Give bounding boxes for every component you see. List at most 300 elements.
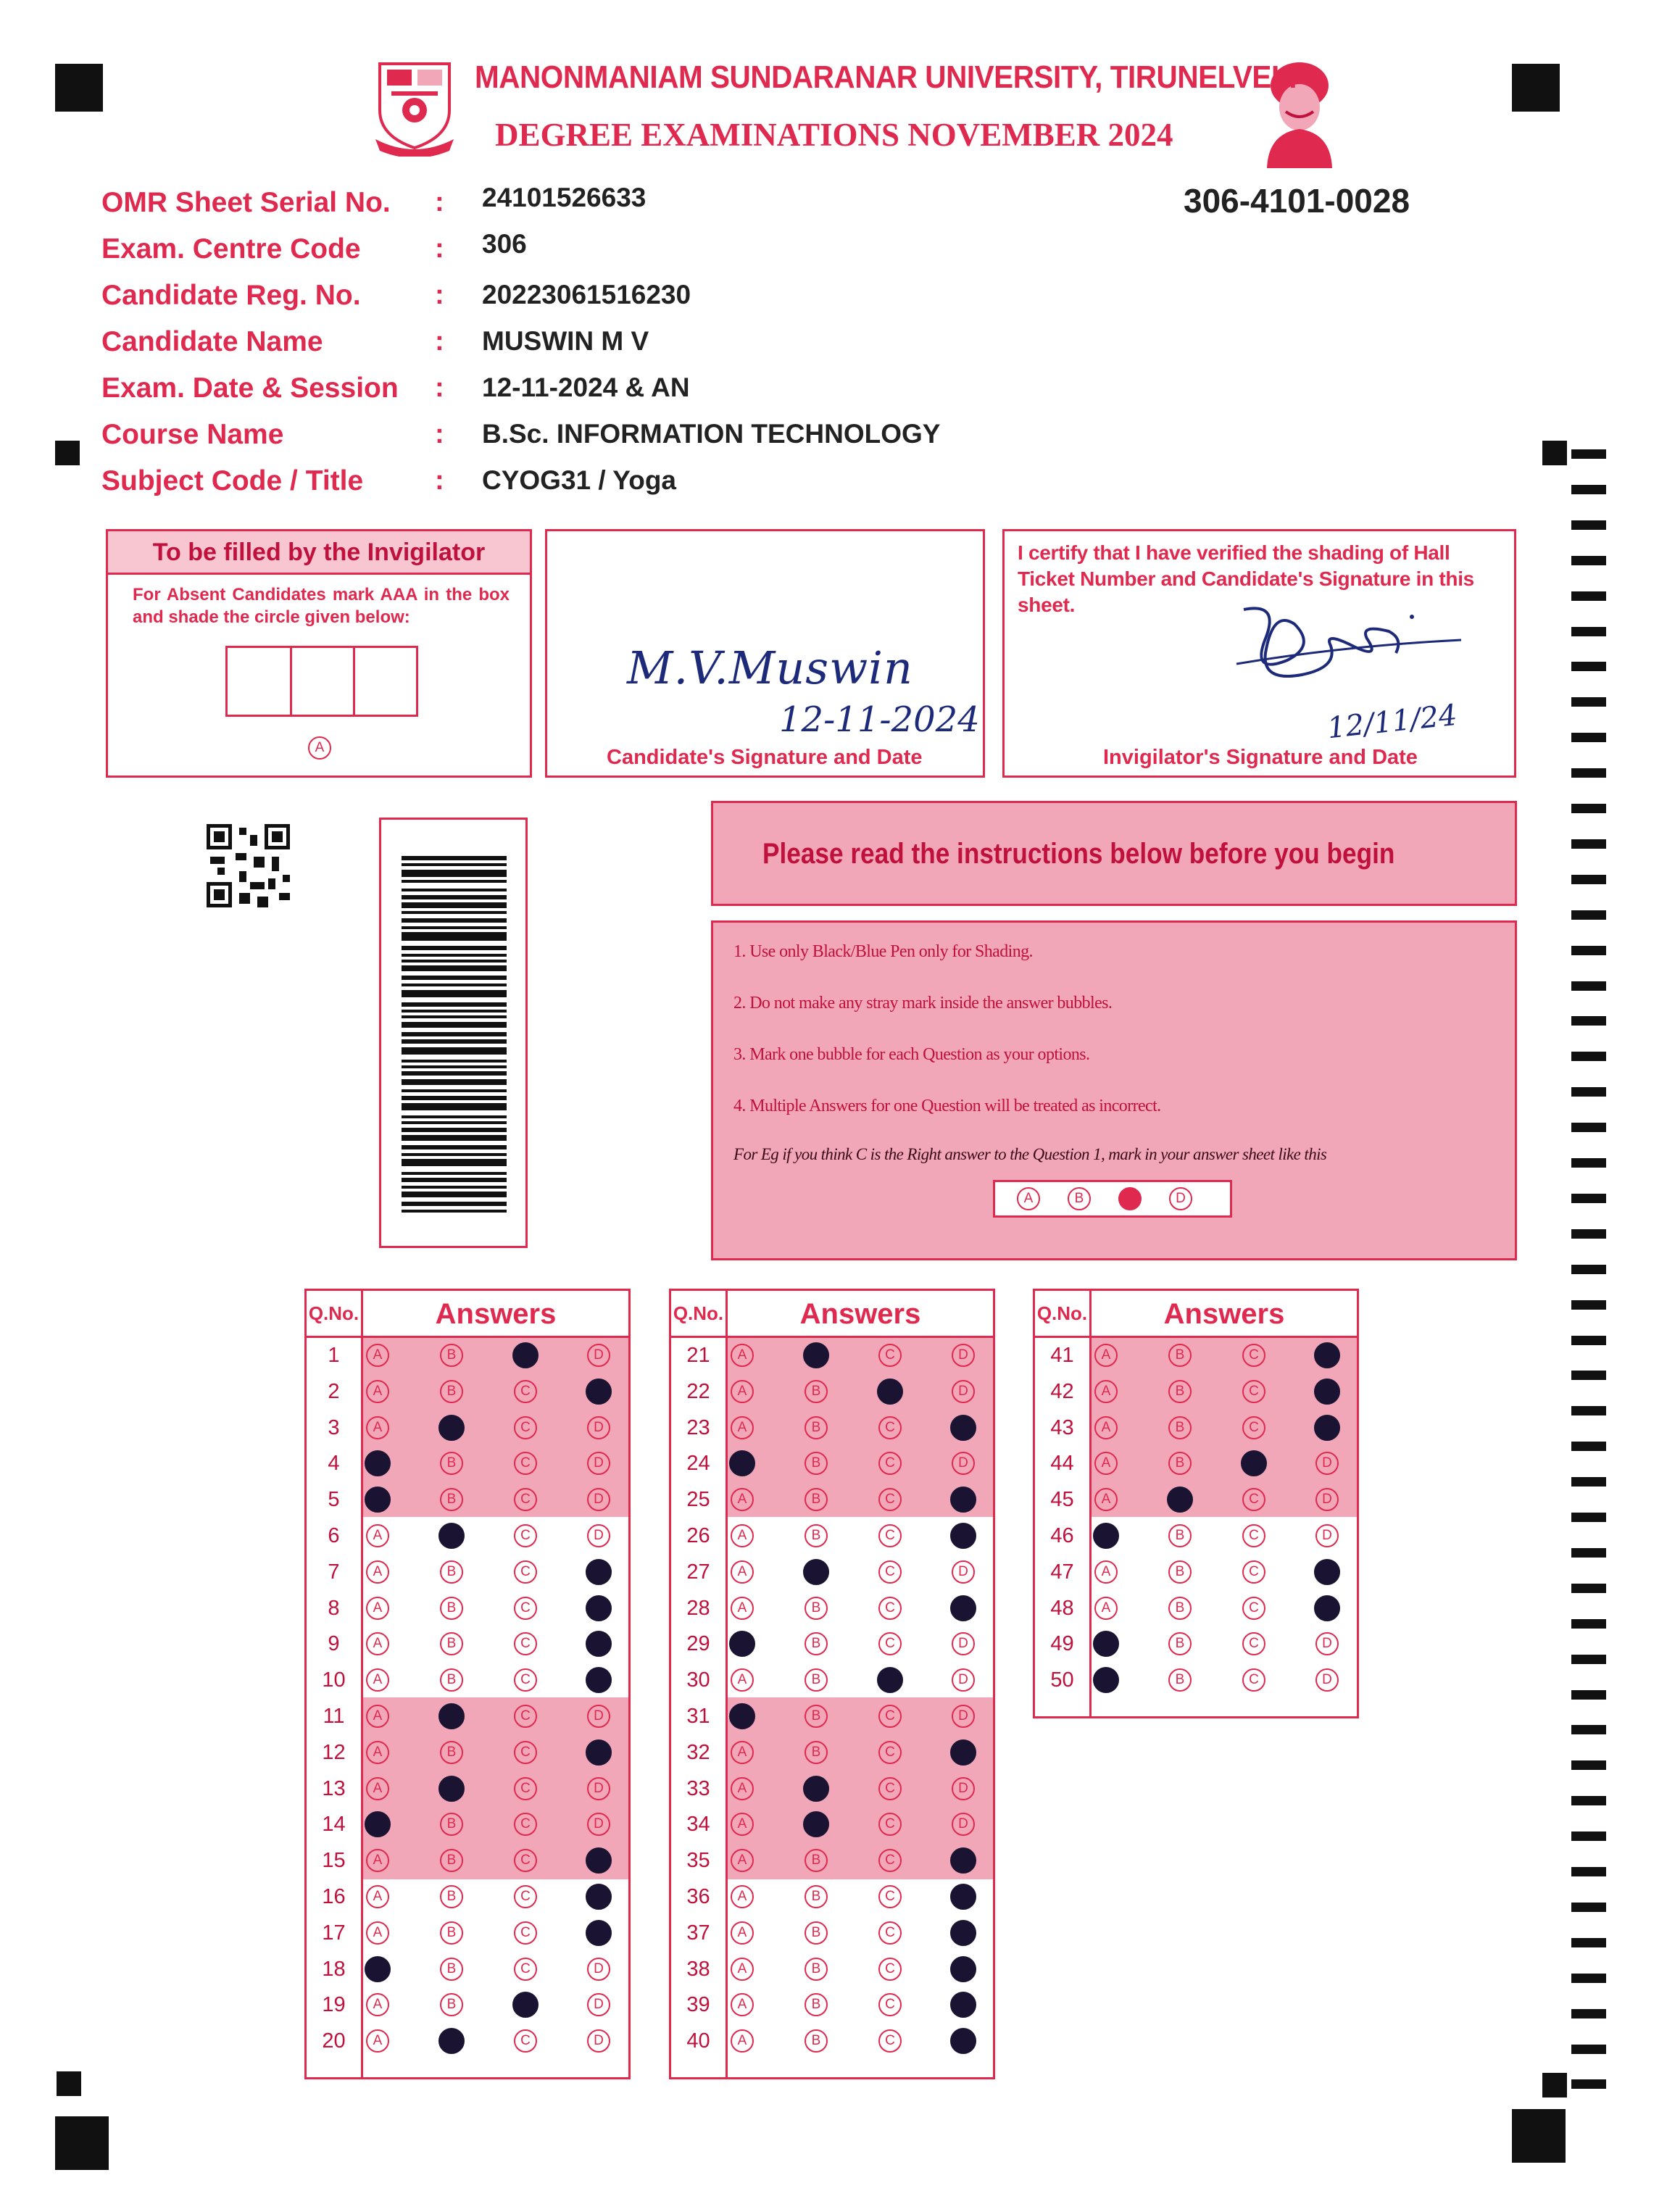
qno-header: Q.No. — [1035, 1291, 1092, 1338]
answer-bubble[interactable]: C — [878, 1885, 902, 1908]
qno-header: Q.No. — [307, 1291, 363, 1338]
answer-bubble[interactable]: D — [1315, 1668, 1339, 1692]
answer-bubble[interactable]: A — [731, 1885, 754, 1908]
answer-bubble[interactable]: B — [440, 1452, 463, 1475]
timing-mark — [1571, 946, 1606, 955]
answer-bubble[interactable]: D — [587, 1344, 610, 1367]
absent-mark-cell[interactable] — [291, 648, 355, 715]
answer-bubble[interactable]: D — [952, 1452, 975, 1475]
timing-mark — [1571, 1158, 1606, 1168]
answer-bubble[interactable]: B — [805, 1885, 828, 1908]
answer-bubble-marked[interactable] — [1314, 1379, 1340, 1405]
answer-bubble[interactable]: C — [878, 1741, 902, 1764]
barcode-bar — [402, 1153, 507, 1156]
candidate-signature-caption: Candidate's Signature and Date — [607, 746, 923, 769]
answer-bubble[interactable]: C — [1242, 1416, 1265, 1439]
answer-bubble[interactable]: C — [878, 2029, 902, 2053]
answer-bubble[interactable]: B — [805, 1488, 828, 1511]
answer-bubble[interactable]: B — [805, 2029, 828, 2053]
answer-bubble[interactable]: C — [1242, 1668, 1265, 1692]
question-number: 27 — [686, 1560, 710, 1584]
answer-bubble[interactable]: D — [952, 1777, 975, 1800]
example-bubble: D — [1169, 1187, 1192, 1210]
answer-bubble[interactable]: D — [587, 1958, 610, 1981]
answer-bubble[interactable]: C — [514, 1921, 537, 1945]
answer-bubble[interactable]: C — [514, 1416, 537, 1439]
answer-bubble[interactable]: C — [1242, 1380, 1265, 1403]
answer-bubble-marked[interactable] — [950, 1595, 976, 1621]
question-number: 32 — [686, 1740, 710, 1764]
answer-bubble[interactable]: A — [366, 1380, 389, 1403]
answer-bubble-marked[interactable] — [438, 1523, 465, 1549]
answer-bubble[interactable]: A — [1094, 1560, 1118, 1584]
info-value: MUSWIN M V — [482, 326, 649, 356]
answer-bubble[interactable]: A — [366, 1632, 389, 1655]
question-number: 49 — [1050, 1632, 1074, 1656]
answer-bubble[interactable]: C — [1242, 1560, 1265, 1584]
answer-bubble[interactable]: C — [514, 1488, 537, 1511]
answer-bubble-marked[interactable] — [1167, 1487, 1193, 1513]
answer-bubble[interactable]: A — [731, 1560, 754, 1584]
answer-bubble[interactable]: A — [366, 2029, 389, 2053]
question-number: 41 — [1050, 1344, 1074, 1367]
timing-mark — [1571, 2045, 1606, 2054]
answer-bubble[interactable]: A — [1094, 1597, 1118, 1620]
answer-bubble[interactable]: A — [366, 1560, 389, 1584]
answer-bubble[interactable]: B — [1168, 1632, 1192, 1655]
info-label: Course Name — [101, 419, 284, 450]
answer-bubble[interactable]: B — [440, 1849, 463, 1872]
answer-bubble[interactable]: B — [440, 1921, 463, 1945]
answer-bubble-marked[interactable] — [512, 1342, 539, 1368]
answer-bubble[interactable]: B — [440, 1380, 463, 1403]
question-number: 25 — [686, 1488, 710, 1512]
answer-bubble[interactable]: C — [878, 1849, 902, 1872]
timing-mark — [1571, 1974, 1606, 1983]
invigilator-box-title: To be filled by the Invigilator — [152, 539, 486, 566]
question-number: 43 — [1050, 1415, 1074, 1439]
answer-bubble[interactable]: A — [731, 1777, 754, 1800]
timing-mark — [1571, 839, 1606, 849]
question-number: 48 — [1050, 1596, 1074, 1620]
answer-bubble[interactable]: B — [805, 1705, 828, 1728]
answer-bubble[interactable]: C — [1242, 1524, 1265, 1547]
answer-bubble[interactable]: D — [587, 1705, 610, 1728]
answer-bubble-marked[interactable] — [586, 1739, 612, 1766]
answer-bubble[interactable]: C — [514, 1705, 537, 1728]
question-number: 26 — [686, 1524, 710, 1547]
info-value: 20223061516230 — [482, 280, 691, 309]
registration-mark-bottom-right — [1512, 2109, 1566, 2163]
answer-bubble[interactable]: C — [514, 1560, 537, 1584]
barcode-bar — [402, 870, 507, 877]
answer-bubble[interactable]: C — [514, 1632, 537, 1655]
answer-bubble[interactable]: C — [514, 1597, 537, 1620]
answer-bubble[interactable]: C — [514, 1777, 537, 1800]
answer-bubble[interactable]: A — [1094, 1452, 1118, 1475]
answer-bubble[interactable]: B — [805, 1597, 828, 1620]
answer-bubble[interactable]: B — [805, 1741, 828, 1764]
answer-bubble[interactable]: A — [731, 1993, 754, 2016]
answer-bubble[interactable]: A — [731, 2029, 754, 2053]
barcode-bar — [402, 1039, 507, 1044]
answer-bubble[interactable]: C — [878, 1993, 902, 2016]
answer-bubble[interactable]: B — [1168, 1344, 1192, 1367]
answer-bubble[interactable]: D — [952, 1344, 975, 1367]
absent-mark-cell[interactable] — [228, 648, 292, 715]
answer-bubble[interactable]: A — [731, 1958, 754, 1981]
answer-bubble[interactable]: C — [1242, 1597, 1265, 1620]
question-number: 35 — [686, 1849, 710, 1873]
answers-header: Answers — [1163, 1298, 1285, 1330]
answer-bubble-marked[interactable] — [586, 1559, 612, 1585]
answer-bubble-marked[interactable] — [586, 1667, 612, 1693]
question-number: 19 — [322, 1993, 346, 2017]
timing-mark — [1571, 485, 1606, 494]
answer-bubble-marked[interactable] — [365, 1956, 391, 1982]
answer-bubble[interactable]: D — [952, 1632, 975, 1655]
answer-bubble[interactable]: C — [878, 1488, 902, 1511]
answer-bubble[interactable]: A — [731, 1668, 754, 1692]
barcode-bar — [402, 954, 507, 957]
answer-bubble[interactable]: C — [514, 1885, 537, 1908]
answers-header: Answers — [435, 1298, 557, 1330]
registration-mark-top-left — [55, 64, 103, 112]
barcode-bar — [402, 1060, 507, 1063]
barcode-bar — [402, 1128, 507, 1132]
answer-bubble[interactable]: A — [366, 1597, 389, 1620]
info-row-date-session — [101, 373, 1044, 416]
answer-bubble-marked[interactable] — [877, 1379, 903, 1405]
answer-bubble[interactable]: A — [1094, 1488, 1118, 1511]
answer-bubble[interactable]: B — [805, 1993, 828, 2016]
answer-bubble[interactable]: A — [731, 1416, 754, 1439]
answer-bubble[interactable]: D — [1315, 1488, 1339, 1511]
answer-bubble[interactable]: B — [440, 1958, 463, 1981]
answer-bubble[interactable]: C — [1242, 1488, 1265, 1511]
timing-mark — [1571, 981, 1606, 991]
question-number: 1 — [328, 1344, 340, 1367]
answer-bubble[interactable]: A — [731, 1488, 754, 1511]
timing-mark — [1571, 662, 1606, 671]
answer-bubble-marked[interactable] — [729, 1703, 755, 1729]
info-value: 12-11-2024 & AN — [482, 373, 690, 402]
absent-bubble[interactable]: A — [308, 736, 331, 760]
answer-bubble[interactable]: A — [1094, 1380, 1118, 1403]
question-number: 17 — [322, 1921, 346, 1945]
answer-bubble[interactable]: D — [587, 1813, 610, 1836]
answer-bubble[interactable]: D — [587, 1524, 610, 1547]
invigilator-signature-date: 12/11/24 — [1326, 698, 1459, 746]
timing-mark — [1571, 1831, 1606, 1841]
answer-bubble-marked[interactable] — [438, 2028, 465, 2054]
answer-bubble[interactable]: A — [366, 1993, 389, 2016]
answer-bubble[interactable]: D — [1315, 1452, 1339, 1475]
answer-bubble-marked[interactable] — [950, 1487, 976, 1513]
instruction-example: For Eg if you think C is the Right answer to the Question 1, mark in your answer sheet like this — [733, 1145, 1327, 1163]
answer-bubble[interactable]: D — [587, 2029, 610, 2053]
answer-bubble[interactable]: C — [514, 1380, 537, 1403]
answer-bubble-marked[interactable] — [803, 1559, 829, 1585]
answer-bubble[interactable]: B — [1168, 1524, 1192, 1547]
registration-mark-bottom-left — [55, 2116, 109, 2170]
timing-mark — [1571, 804, 1606, 813]
answer-bubble-marked[interactable] — [586, 1595, 612, 1621]
barcode-bar — [402, 911, 507, 914]
answer-bubble[interactable]: A — [366, 1416, 389, 1439]
answer-bubble[interactable]: A — [731, 1741, 754, 1764]
answer-bubble[interactable]: A — [366, 1921, 389, 1945]
answer-bubble[interactable]: A — [366, 1741, 389, 1764]
answer-bubble[interactable]: B — [440, 1632, 463, 1655]
answer-bubble[interactable]: C — [878, 1416, 902, 1439]
answer-bubble-marked[interactable] — [1314, 1595, 1340, 1621]
absent-mark-boxes — [225, 646, 418, 717]
answer-bubble[interactable]: C — [1242, 1632, 1265, 1655]
answer-bubble[interactable]: B — [440, 1668, 463, 1692]
answer-bubble[interactable]: B — [440, 1993, 463, 2016]
question-number: 42 — [1050, 1379, 1074, 1403]
answer-bubble-marked[interactable] — [803, 1776, 829, 1802]
barcode-bar — [402, 1121, 507, 1124]
answer-bubble[interactable]: B — [805, 1452, 828, 1475]
answer-bubble[interactable]: A — [366, 1524, 389, 1547]
answer-bubble[interactable]: B — [440, 1813, 463, 1836]
answer-bubble[interactable]: C — [514, 1813, 537, 1836]
registration-mark-bottom-left-small — [57, 2071, 81, 2096]
timing-mark — [1571, 697, 1606, 707]
barcode-bar — [402, 1096, 507, 1100]
answer-bubble[interactable]: C — [878, 1813, 902, 1836]
barcode-bar — [402, 1079, 507, 1085]
answer-bubble-marked[interactable] — [586, 1379, 612, 1405]
info-colon: : — [435, 280, 444, 310]
timing-mark — [1571, 1796, 1606, 1805]
barcode-bar — [402, 1103, 507, 1110]
info-value: 24101526633 — [482, 183, 647, 212]
answer-bubble[interactable]: B — [805, 1668, 828, 1692]
answer-bubble[interactable]: A — [1094, 1416, 1118, 1439]
answer-bubble[interactable]: A — [366, 1885, 389, 1908]
barcode-bar — [402, 990, 507, 997]
answer-bubble[interactable]: B — [440, 1597, 463, 1620]
answer-bubble[interactable]: C — [1242, 1344, 1265, 1367]
answer-bubble-marked[interactable] — [950, 1415, 976, 1441]
answer-bubble[interactable]: B — [1168, 1416, 1192, 1439]
answer-bubble-marked[interactable] — [877, 1667, 903, 1693]
question-number: 3 — [328, 1415, 340, 1439]
answer-bubble-marked[interactable] — [729, 1631, 755, 1657]
answer-bubble-marked[interactable] — [950, 1739, 976, 1766]
answer-bubble[interactable]: C — [514, 1958, 537, 1981]
question-number: 6 — [328, 1524, 340, 1547]
timing-mark — [1571, 1406, 1606, 1415]
answer-bubble[interactable]: C — [878, 1452, 902, 1475]
answer-bubble[interactable]: C — [514, 1524, 537, 1547]
candidate-signature-date: 12-11-2024 — [779, 699, 980, 740]
answer-bubble-marked[interactable] — [950, 1523, 976, 1549]
answer-bubble[interactable]: D — [952, 1560, 975, 1584]
instructions-banner — [711, 801, 1517, 906]
answer-bubble[interactable]: B — [1168, 1597, 1192, 1620]
timing-mark — [1571, 1548, 1606, 1558]
answer-bubble[interactable]: C — [878, 1597, 902, 1620]
barcode-bar — [402, 965, 507, 971]
barcode-bar — [402, 1186, 507, 1189]
answer-bubble[interactable]: C — [514, 1668, 537, 1692]
answer-bubble-marked[interactable] — [1093, 1523, 1119, 1549]
answer-bubble[interactable]: C — [514, 2029, 537, 2053]
question-number: 34 — [686, 1813, 710, 1837]
candidate-signature-box — [545, 529, 985, 778]
answer-bubble-marked[interactable] — [803, 1342, 829, 1368]
barcode-bar — [402, 1135, 507, 1141]
answer-bubble-marked[interactable] — [438, 1776, 465, 1802]
answer-bubble[interactable]: D — [952, 1380, 975, 1403]
answer-bubble-marked[interactable] — [365, 1487, 391, 1513]
barcode-bar — [402, 946, 507, 950]
invigilator-box-title-bar — [108, 531, 530, 575]
info-label: OMR Sheet Serial No. — [101, 187, 391, 218]
answer-bubble[interactable]: B — [805, 1921, 828, 1945]
answer-bubble[interactable]: A — [366, 1668, 389, 1692]
barcode-bar — [402, 1032, 507, 1036]
answer-bubble[interactable]: A — [366, 1705, 389, 1728]
answer-bubble[interactable]: B — [1168, 1452, 1192, 1475]
answer-bubble-marked[interactable] — [950, 1992, 976, 2018]
barcode-bar — [402, 960, 507, 962]
answer-bubble[interactable]: D — [587, 1452, 610, 1475]
answer-bubble[interactable]: B — [805, 1416, 828, 1439]
answer-bubble-marked[interactable] — [950, 1884, 976, 1910]
barcode-bar — [402, 863, 507, 866]
timing-mark — [1571, 1938, 1606, 1947]
timing-mark — [1571, 449, 1606, 459]
answer-bubble[interactable]: A — [366, 1777, 389, 1800]
answer-bubble-marked[interactable] — [1093, 1667, 1119, 1693]
barcode-bar — [402, 1159, 507, 1166]
info-label: Candidate Name — [101, 326, 323, 357]
answer-panel — [1033, 1289, 1359, 1718]
answer-bubble-marked[interactable] — [586, 1847, 612, 1874]
answer-bubble[interactable]: C — [878, 1921, 902, 1945]
answer-bubble[interactable]: D — [952, 1813, 975, 1836]
answer-bubble[interactable]: B — [805, 1958, 828, 1981]
answer-bubble-marked[interactable] — [512, 1992, 539, 2018]
answer-bubble-marked[interactable] — [950, 1847, 976, 1874]
answer-bubble-marked[interactable] — [1314, 1559, 1340, 1585]
answer-bubble[interactable]: B — [1168, 1380, 1192, 1403]
question-number: 13 — [322, 1776, 346, 1800]
answer-bubble[interactable]: B — [805, 1524, 828, 1547]
answer-bubble[interactable]: C — [514, 1741, 537, 1764]
question-number: 22 — [686, 1379, 710, 1403]
answer-bubble[interactable]: B — [1168, 1668, 1192, 1692]
answer-bubble[interactable]: D — [587, 1488, 610, 1511]
answer-bubble[interactable]: C — [878, 1958, 902, 1981]
barcode-bar — [402, 1178, 507, 1182]
answer-bubble[interactable]: C — [514, 1849, 537, 1872]
answer-bubble-marked[interactable] — [950, 2028, 976, 2054]
answer-bubble[interactable]: A — [731, 1921, 754, 1945]
answer-bubble[interactable]: B — [440, 1885, 463, 1908]
timing-mark — [1571, 1229, 1606, 1239]
answer-bubble[interactable]: D — [952, 1705, 975, 1728]
question-number: 9 — [328, 1632, 340, 1656]
answer-bubble[interactable]: B — [440, 1560, 463, 1584]
question-number: 8 — [328, 1596, 340, 1620]
answer-bubble[interactable]: C — [878, 1344, 902, 1367]
info-colon: : — [435, 233, 444, 264]
answer-bubble[interactable]: A — [731, 1813, 754, 1836]
timing-mark — [1571, 733, 1606, 742]
answer-bubble[interactable]: B — [805, 1380, 828, 1403]
answer-bubble-marked[interactable] — [438, 1415, 465, 1441]
answer-bubble-marked[interactable] — [1093, 1631, 1119, 1657]
answer-bubble[interactable]: C — [878, 1524, 902, 1547]
timing-mark — [1571, 627, 1606, 636]
barcode-bar — [402, 1202, 507, 1206]
answer-bubble[interactable]: B — [1168, 1560, 1192, 1584]
answer-bubble[interactable]: D — [587, 1777, 610, 1800]
answer-bubble[interactable]: B — [805, 1849, 828, 1872]
invigilator-signature-caption: Invigilator's Signature and Date — [1103, 746, 1418, 769]
question-number: 33 — [686, 1776, 710, 1800]
invigilator-certification: I certify that I have verified the shading of Hall Ticket Number and Candidate's Signature in this sheet. — [1018, 541, 1474, 616]
answer-bubble-marked[interactable] — [586, 1884, 612, 1910]
answer-bubble[interactable]: D — [1315, 1632, 1339, 1655]
registration-mark-top-right — [1512, 64, 1560, 112]
answer-bubble[interactable]: C — [878, 1632, 902, 1655]
candidate-signature-name: M.V.Muswin — [627, 641, 913, 694]
answer-bubble[interactable]: A — [731, 1849, 754, 1872]
barcode-bar — [402, 856, 507, 860]
answer-bubble[interactable]: A — [731, 1344, 754, 1367]
answer-bubble[interactable]: A — [731, 1524, 754, 1547]
answer-bubble-marked[interactable] — [586, 1631, 612, 1657]
answer-bubble[interactable]: D — [1315, 1524, 1339, 1547]
example-bubble: B — [1068, 1187, 1091, 1210]
answer-bubble[interactable]: C — [878, 1560, 902, 1584]
answer-bubble[interactable]: C — [878, 1705, 902, 1728]
answer-bubble[interactable]: C — [878, 1777, 902, 1800]
answer-bubble[interactable]: D — [587, 1993, 610, 2016]
question-number: 46 — [1050, 1524, 1074, 1547]
answer-bubble-marked[interactable] — [1314, 1415, 1340, 1441]
answer-bubble[interactable]: B — [440, 1344, 463, 1367]
answer-bubble[interactable]: A — [366, 1849, 389, 1872]
answer-bubble[interactable]: A — [731, 1380, 754, 1403]
answer-bubble[interactable]: D — [952, 1668, 975, 1692]
answer-bubble-marked[interactable] — [438, 1703, 465, 1729]
timing-mark — [1571, 1619, 1606, 1629]
timing-mark — [1571, 1655, 1606, 1664]
answer-bubble[interactable]: A — [731, 1597, 754, 1620]
info-row-name — [101, 326, 1044, 370]
answer-bubble-marked[interactable] — [950, 1956, 976, 1982]
answer-bubble[interactable]: A — [1094, 1344, 1118, 1367]
answer-bubble-marked[interactable] — [586, 1920, 612, 1946]
answer-bubble[interactable]: C — [514, 1452, 537, 1475]
answer-bubble[interactable]: B — [805, 1632, 828, 1655]
answer-bubble[interactable]: A — [366, 1344, 389, 1367]
timing-mark — [1571, 1371, 1606, 1380]
answer-bubble-marked[interactable] — [1314, 1342, 1340, 1368]
answer-bubble[interactable]: D — [587, 1416, 610, 1439]
answer-bubble-marked[interactable] — [950, 1920, 976, 1946]
answer-bubble[interactable]: B — [440, 1741, 463, 1764]
answer-bubble[interactable]: B — [440, 1488, 463, 1511]
